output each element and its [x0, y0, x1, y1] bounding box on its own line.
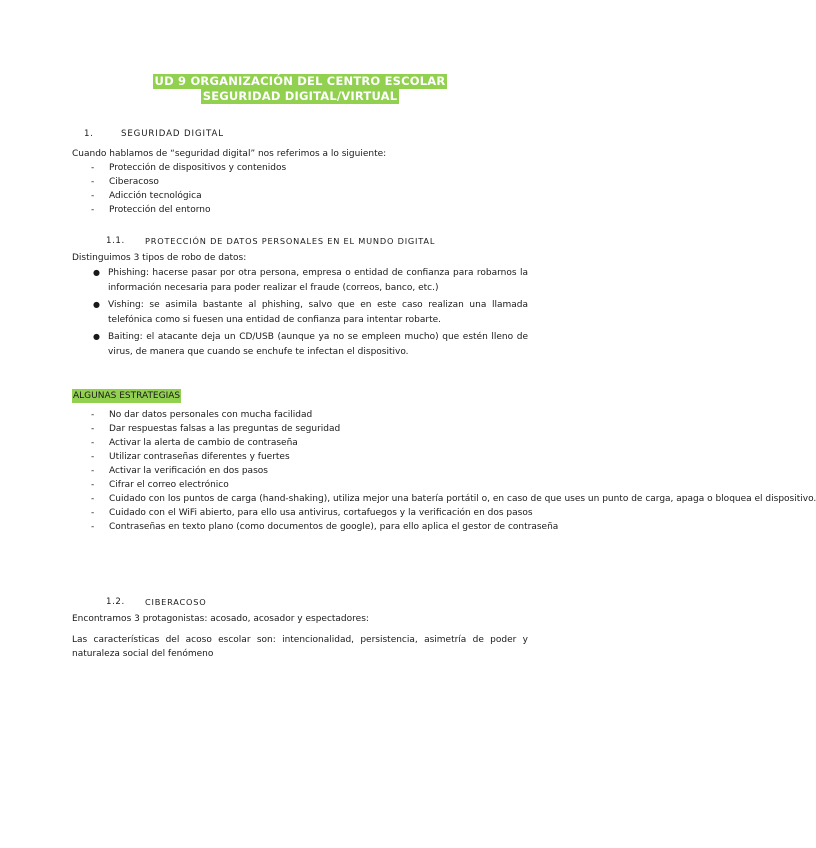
- list-item: ● Phishing: hacerse pasar por otra persona, empresa o entidad de confianza para robarnos la información necesaria para poder realizar el fraude (correos, banco, etc.): [93, 268, 528, 293]
- title-line-2: SEGURIDAD DIGITAL/VIRTUAL: [202, 89, 398, 103]
- list-item: - Cuidado con el WiFi abierto, para ello usa antivirus, cortafuegos y la verificación en dos pasos: [91, 508, 533, 518]
- strategies-list: [91, 408, 816, 534]
- list-item: - Protección de dispositivos y contenidos: [91, 163, 287, 173]
- list-item: - Utilizar contraseñas diferentes y fuertes: [91, 452, 290, 462]
- section-1-2-number: 1.2.: [106, 597, 125, 607]
- list-item: - Activar la verificación en dos pasos: [91, 466, 268, 476]
- list-item: - Cifrar el correo electrónico: [91, 480, 229, 490]
- list-item: - No dar datos personales con mucha facilidad: [91, 410, 313, 420]
- section-1-1-number: 1.1.: [106, 236, 125, 246]
- list-item: - Ciberacoso: [91, 177, 159, 187]
- section-1-1-intro: Distinguimos 3 tipos de robo de datos:: [72, 253, 247, 263]
- list-item: - Activar la alerta de cambio de contraseña: [91, 438, 298, 448]
- section-1-list: [91, 161, 287, 217]
- list-item: - Contraseñas en texto plano (como documentos de google), para ello aplica el gestor de contraseña: [91, 522, 559, 532]
- section-1-number: 1.: [84, 129, 94, 139]
- list-item: ● Vishing: se asimila bastante al phishing, salvo que en este caso realizan una llamada telefónica como si fuesen una entidad de confianza para intentar robarte.: [93, 300, 528, 325]
- title-line-1: UD 9 ORGANIZACIÓN DEL CENTRO ESCOLAR: [154, 74, 446, 88]
- list-item: - Adicción tecnológica: [91, 191, 202, 201]
- section-1-intro: Cuando hablamos de “seguridad digital” nos referimos a lo siguiente:: [72, 149, 387, 159]
- list-item: - Cuidado con los puntos de carga (hand-shaking), utiliza mejor una batería portátil o, en caso de que uses un punto de carga, apaga o bloquea el dispositivo.: [91, 494, 816, 504]
- section-1-heading: SEGURIDAD DIGITAL: [121, 129, 224, 139]
- list-item: - Protección del entorno: [91, 205, 211, 215]
- list-item: - Dar respuestas falsas a las preguntas de seguridad: [91, 424, 341, 434]
- list-item: ● Baiting: el atacante deja un CD/USB (aunque ya no se empleen mucho) que estén lleno de virus, de manera que cuando se enchufe te infectan el dispositivo.: [93, 332, 528, 357]
- section-1-2-para-2: Las características del acoso escolar son: intencionalidad, persistencia, asimetría de poder y naturaleza social del fenómeno: [72, 635, 528, 659]
- section-1-1-heading: PROTECCIÓN DE DATOS PERSONALES EN EL MUNDO DIGITAL: [145, 236, 436, 246]
- section-1-2-heading: CIBERACOSO: [145, 597, 207, 607]
- document-title: [0, 74, 600, 104]
- section-1-2-para-1: Encontramos 3 protagonistas: acosado, acosador y espectadores:: [72, 614, 369, 624]
- data-theft-list: [93, 266, 528, 359]
- strategies-heading: ALGUNAS ESTRATEGIAS: [73, 391, 181, 401]
